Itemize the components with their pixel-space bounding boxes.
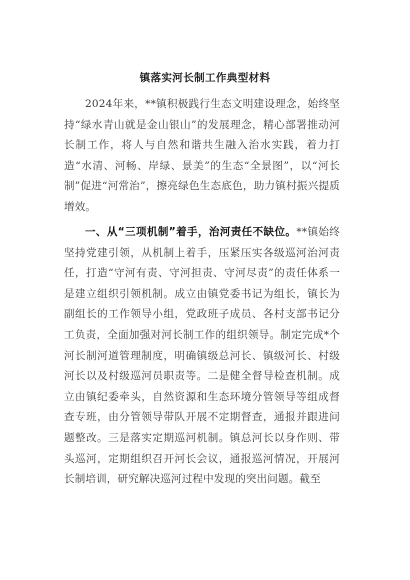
section-1-body: **镇始终坚持党建引领，从机制上着手，压紧压实各级巡河治河责任，打造“守河有责、守河担责、守河尽责”的责任体系一是建立组织引领机制。成立由镇党委书记为组长，镇长为副组长的工作领导小组，党政班子成员、各村支部书记分工负责，全面加强对河长制工作的组织领导。制定完成*个河长制河道管理制度，明确镇级总河长、镇级河长、村级河长以及村级巡河员职责等。二是健全督导检查机制。成立由镇纪委牵头，自然资源和生态环境分管领导等组成督查专班，由分管领导带队开展不定期督查，通报并跟进问题整改。三是落实定期巡河机制。镇总河长以身作则、带头巡河，定期组织召开河长会议，通报巡河情况，开展河长制培训，研究解决巡河过程中发现的突出问题。截至 xyxy=(64,226,340,486)
document-title: 镇落实河长制工作典型材料 xyxy=(139,72,271,84)
intro-paragraph: 2024年来，**镇积极践行生态文明建设理念，始终坚持“绿水青山就是金山银山”的发展理念，精心部署推动河长制工作，将人与自然和谐共生融入治水实践，着力打造“水清、河畅、岸绿、景美”的生态“全景图”，以“河长制”促进“河常治”，擦亮绿色生态底色，助力镇村振兴提质增效。 xyxy=(64,98,340,213)
section-1-paragraph xyxy=(64,222,340,490)
section-1-heading: 一、从“三项机制”着手，治河责任不缺位。 xyxy=(85,226,297,238)
